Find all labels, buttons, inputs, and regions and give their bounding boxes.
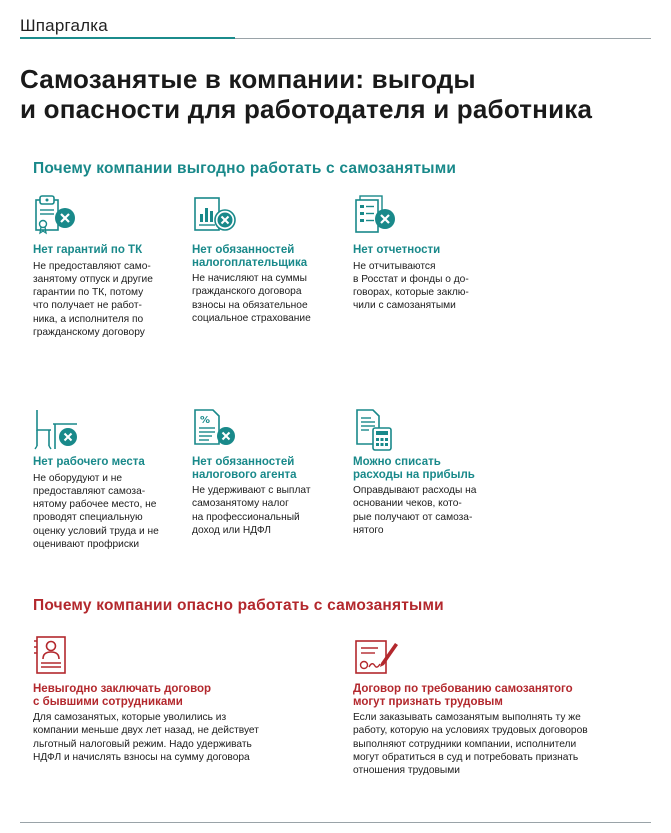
percent-document-icon xyxy=(192,406,238,452)
card-title: Нет гарантий по ТК xyxy=(33,244,143,256)
card-title: Нет отчетности xyxy=(353,244,441,256)
risks-heading: Почему компании опасно работать с самозанятыми xyxy=(33,597,444,614)
benefit-card-no-guarantees xyxy=(33,194,201,339)
card-text: Не предоставляют само- занятому отпуск и другие гарантии по ТК, потому что получает не работ- ника, а исполнителя по гражданскому договору xyxy=(33,260,153,338)
benefit-card-no-reporting xyxy=(353,194,521,313)
benefits-heading: Почему компании выгодно работать с самозанятыми xyxy=(33,160,457,177)
page-header xyxy=(0,0,671,40)
card-text: Для самозанятых, которые уволились из компании меньше двух лет назад, не действует льготный налоговый режим. Надо удерживать НДФЛ и начислять взносы на сумму договора xyxy=(33,712,259,763)
svg-text:%: % xyxy=(200,415,211,426)
risk-card-labor-contract xyxy=(353,633,633,777)
former-employee-icon xyxy=(33,633,79,679)
reporting-document-icon xyxy=(353,194,399,240)
card-text: Не удерживают с выплат самозанятому налог на профессиональный доход или НДФЛ xyxy=(192,485,311,536)
benefit-card-expense-writeoff xyxy=(353,406,521,537)
card-text: Оправдывают расходы на основании чеков, кото- рые получают от самоза- нятого xyxy=(353,485,477,536)
page-title xyxy=(20,64,660,124)
risk-card-former-employees xyxy=(33,633,313,764)
benefit-card-no-taxpayer-duties xyxy=(192,194,360,325)
card-text: Не отчитываются в Росстат и фонды о до- говорах, которые заклю- чили с самозанятыми xyxy=(353,260,469,312)
card-title: Договор по требованию самозанятого могут признать трудовым xyxy=(353,683,573,708)
header-label: Шпаргалка xyxy=(20,16,108,35)
card-text: Не оборудуют и не предоставляют самоза- нятому рабочее место, не проводят специальную оценку условий труда и не оценивают профриски xyxy=(33,472,159,550)
card-title: Можно списать расходы на прибыль xyxy=(353,456,475,481)
receipt-calculator-icon xyxy=(353,406,399,452)
card-text: Если заказывать самозанятым выполнять ту же работу, которую на условиях трудовых договоров выполняют сотрудники компании, исполнители могут обратиться в суд и потребовать признать отношения трудовыми xyxy=(353,712,588,777)
card-title: Нет обязанностей налогоплательщика xyxy=(192,244,308,269)
card-title: Нет рабочего места xyxy=(33,456,145,468)
benefit-card-no-workplace xyxy=(33,406,201,551)
bottom-rule xyxy=(20,822,651,823)
header-rule-accent xyxy=(20,37,235,39)
card-title: Нет обязанностей налогового агента xyxy=(192,456,297,481)
card-title: Невыгодно заключать договор с бывшими сотрудниками xyxy=(33,683,212,708)
card-text: Не начисляют на суммы гражданского договора взносы на обязательное социальное страхование xyxy=(192,273,311,324)
contract-certificate-icon xyxy=(33,194,79,240)
tax-report-icon xyxy=(192,194,238,240)
title-line: Самозанятые в компании: выгоды xyxy=(20,64,476,94)
signed-contract-icon xyxy=(353,633,399,679)
workplace-chair-icon xyxy=(33,406,79,452)
title-line: и опасности для работодателя и работника xyxy=(20,94,593,124)
benefit-card-no-tax-agent-duties xyxy=(192,406,360,537)
